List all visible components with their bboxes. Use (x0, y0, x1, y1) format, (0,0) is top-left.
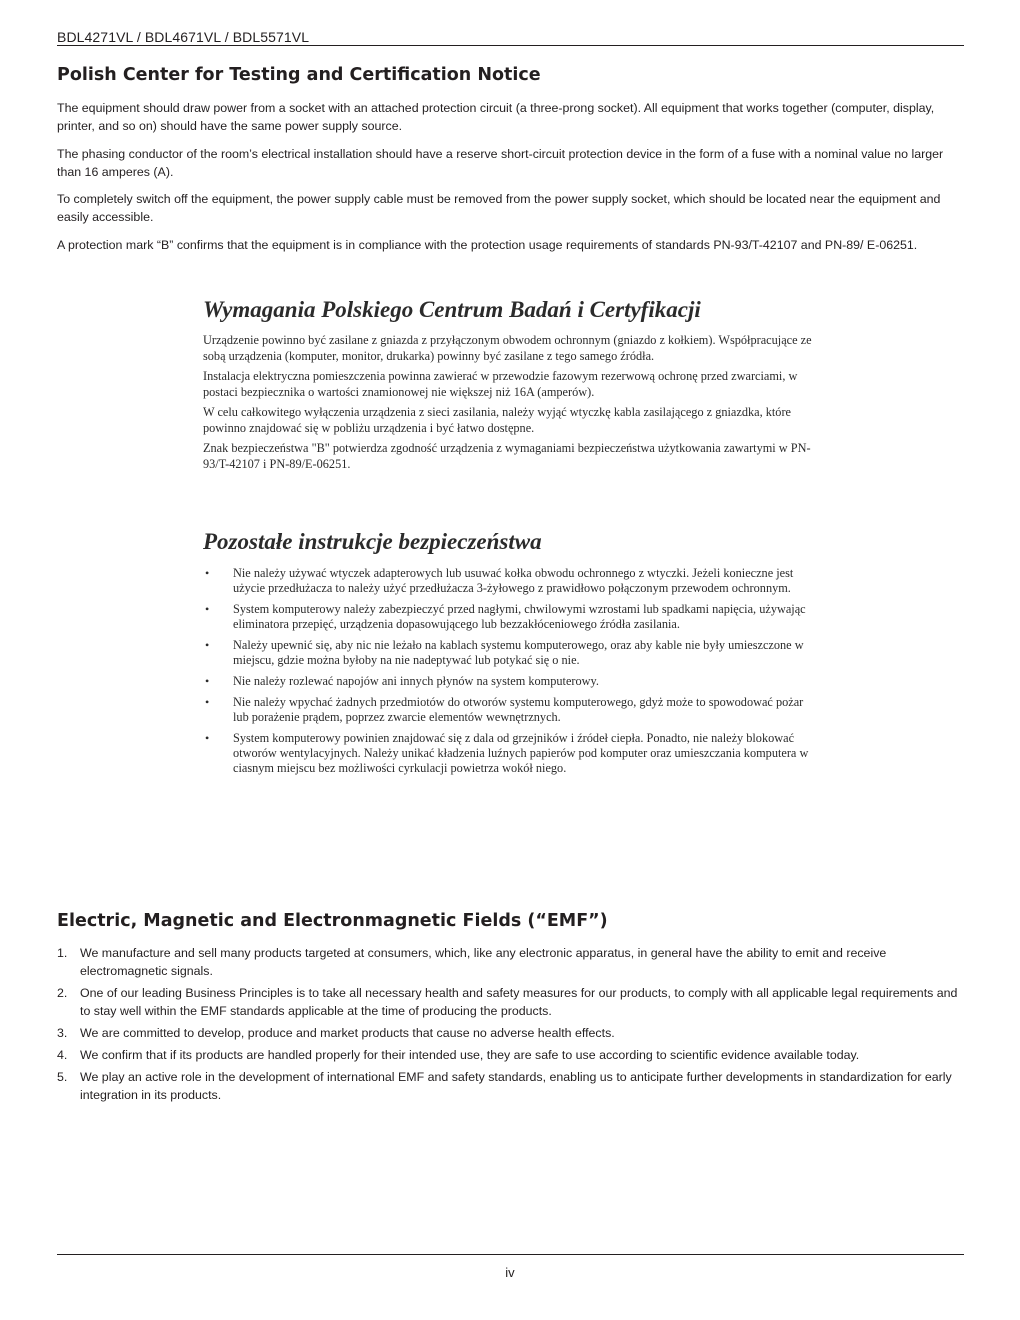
emf-title: Electric, Magnetic and Electronmagnetic Fields (“EMF”) (57, 911, 608, 931)
list-item-text: One of our leading Business Principles is to take all necessary health and safety measures for our products, to comply with all applicable legal requirements and to stay well within the EMF standards applicable at the time of producing the products. (80, 986, 958, 1018)
bullet-icon: • (205, 638, 210, 652)
list-item (203, 731, 813, 776)
page-number: iv (505, 1265, 515, 1280)
bullet-icon: • (205, 695, 210, 709)
list-item (57, 1068, 969, 1104)
polish-scan-paragraph: Urządzenie powinno być zasilane z gniazda z przyłączonym obwodem ochronnym (gniazdo z kołkiem). Współpracujące ze sobą urządzenia (komputer, monitor, drukarka) powinny być zasilane z tego samego źródła. (203, 333, 812, 363)
list-item (203, 566, 813, 596)
polish-scan-title-safety: Pozostałe instrukcje bezpieczeństwa (203, 529, 542, 554)
polish-scan-paragraph: Znak bezpieczeństwa "B" potwierdza zgodność urządzenia z wymaganiami bezpieczeństwa użytkowania zawartymi w PN-93/T-42107 i PN-89/E-06251. (203, 441, 811, 471)
polish-scan-title: Wymagania Polskiego Centrum Badań i Certyfikacji (203, 297, 701, 322)
polish-notice-paragraph: The phasing conductor of the room’s electrical installation should have a reserve short-circuit protection device in the form of a fuse with a nominal value no larger than 16 amperes (A). (57, 147, 944, 179)
header-divider (57, 45, 964, 46)
list-item-text: Nie należy używać wtyczek adapterowych lub usuwać kołka obwodu ochronnego z wtyczki. Jeżeli konieczne jest użycie przedłużacza to należy użyć przedłużacza 3-żyłowego z prawidłowo połączonym przewodem ochronnym. (233, 566, 794, 595)
list-item (57, 984, 969, 1020)
bullet-icon: • (205, 566, 210, 580)
list-item-text: We confirm that if its products are handled properly for their intended use, they are safe to use according to scientific evidence available today. (80, 1048, 860, 1062)
list-item-text: We manufacture and sell many products targeted at consumers, which, like any electronic apparatus, in general have the ability to emit and receive electromagnetic signals. (80, 946, 887, 978)
polish-scan-paragraph: W celu całkowitego wyłączenia urządzenia z sieci zasilania, należy wyjąć wtyczkę kabla zasilającego z gniazdka, które powinno znajdować się w pobliżu urządzenia i być łatwo dostępne. (203, 405, 792, 435)
emf-list (57, 944, 969, 1108)
list-item (203, 602, 813, 632)
list-item-text: Nie należy wpychać żadnych przedmiotów do otworów systemu komputerowego, gdyż może to spowodować pożar lub porażenie prądem, poprzez zwarcie elementów wewnętrznych. (233, 695, 804, 724)
list-item (203, 674, 813, 689)
list-item-text: System komputerowy powinien znajdować się z dala od grzejników i źródeł ciepła. Ponadto, nie należy blokować otworów wentylacyjnych. Należy unikać kładzenia luźnych papierów pod komputer oraz umieszczania komputera w ciasnym miejscu bez możliwości cyrkulacji powietrza wokół niego. (233, 731, 809, 775)
list-item (203, 638, 813, 668)
list-number: 2. (57, 986, 68, 1000)
polish-notice-paragraph: A protection mark “B” confirms that the equipment is in compliance with the protection usage requirements of standards PN-93/T-42107 and PN-89/ E-06251. (57, 238, 918, 252)
list-number: 5. (57, 1070, 68, 1084)
polish-safety-list (203, 566, 813, 782)
bullet-icon: • (205, 674, 210, 688)
list-item-text: System komputerowy należy zabezpieczyć przed nagłymi, chwilowymi wzrostami lub spadkami napięcia, używając eliminatora przepięć, urządzenia dopasowującego lub bezzakłóceniowego źródła zasilania. (233, 602, 806, 631)
document-header: BDL4271VL / BDL4671VL / BDL5571VL (57, 29, 310, 45)
list-item (57, 944, 969, 980)
list-item-text: Nie należy rozlewać napojów ani innych płynów na system komputerowy. (233, 674, 599, 688)
polish-notice-title: Polish Center for Testing and Certification Notice (57, 65, 541, 85)
list-item-text: Należy upewnić się, aby nic nie leżało na kablach systemu komputerowego, oraz aby kable nie były umieszczone w miejscu, gdzie można byłoby na nie nadeptywać lub potykać się o nie. (233, 638, 804, 667)
polish-notice-paragraph: To completely switch off the equipment, the power supply cable must be removed from the power supply socket, which should be located near the equipment and easily accessible. (57, 192, 941, 224)
polish-scan-paragraph: Instalacja elektryczna pomieszczenia powinna zawierać w przewodzie fazowym rezerwową ochronę przed zwarciami, w postaci bezpiecznika o wartości znamionowej nie większej niż 16A (amperów). (203, 369, 798, 399)
list-item-text: We play an active role in the development of international EMF and safety standards, enabling us to anticipate further developments in standardization for early integration in its products. (80, 1070, 952, 1102)
list-number: 3. (57, 1026, 68, 1040)
list-item (57, 1046, 969, 1064)
polish-scanned-notice (203, 296, 813, 775)
polish-notice-paragraph: The equipment should draw power from a socket with an attached protection circuit (a three-prong socket). All equipment that works together (computer, display, printer, and so on) should have the same power supply source. (57, 101, 935, 133)
list-item (57, 1024, 969, 1042)
list-number: 1. (57, 946, 68, 960)
list-item (203, 695, 813, 725)
list-number: 4. (57, 1048, 68, 1062)
bullet-icon: • (205, 602, 210, 616)
footer-divider (57, 1254, 964, 1255)
bullet-icon: • (205, 731, 210, 745)
list-item-text: We are committed to develop, produce and market products that cause no adverse health effects. (80, 1026, 615, 1040)
